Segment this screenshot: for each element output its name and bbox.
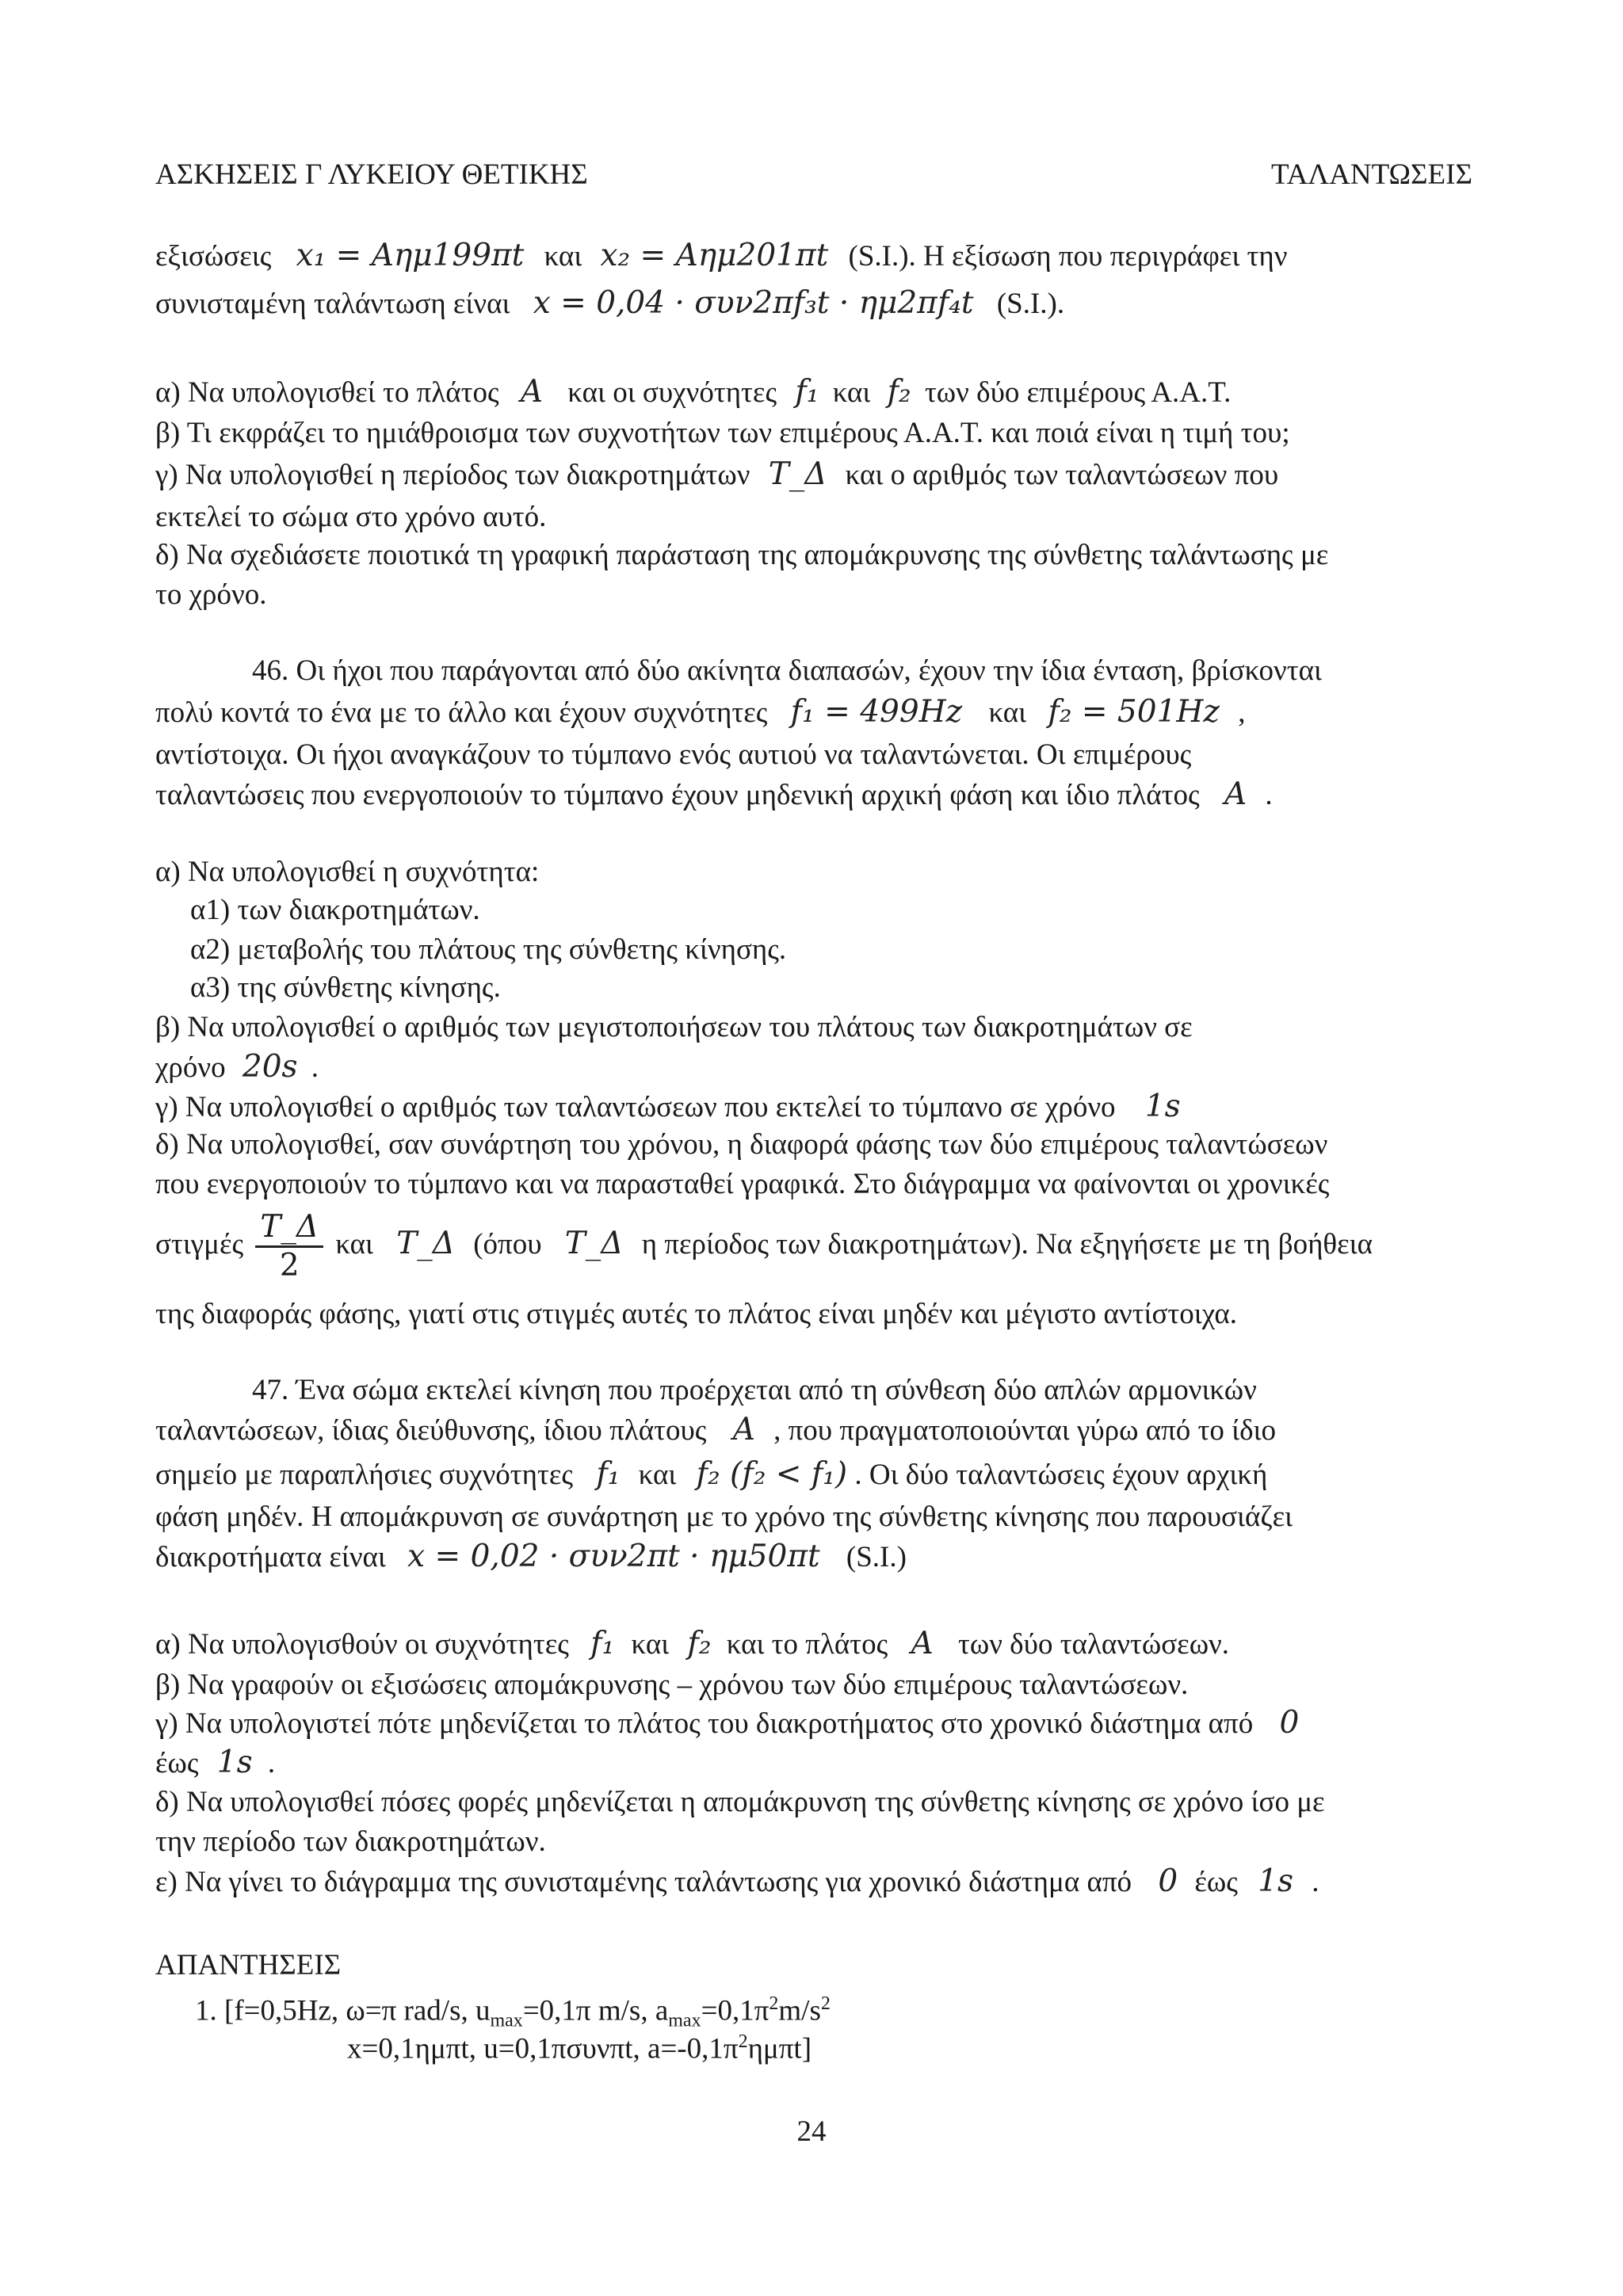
prev-question-c-cont: εκτελεί το σώμα στο χρόνο αυτό. bbox=[155, 501, 547, 533]
prev-question-d-cont: το χρόνο. bbox=[155, 578, 267, 611]
math-x-resultant: x = 0,04 · συν2πf₃t · ημ2πf₄t bbox=[533, 285, 974, 321]
problem-47-question-d: δ) Να υπολογισθεί πόσες φορές μηδενίζεται η απομάκρυνση της σύνθετης κίνησης σε χρόνο ίσο με bbox=[155, 1786, 1325, 1818]
problem-46-question-a1: α1) των διακροτημάτων. bbox=[190, 894, 480, 926]
answer-1-line-2: x=0,1ημπt, u=0,1πσυνπt, $a=-0,1\pi^2\eta\mu\pi t$] bbox=[347, 2031, 812, 2065]
problem-47-line-5: διακροτήματα είναι x = 0,02 · συν2πt · ημ50πt (S.I.) bbox=[155, 1539, 907, 1574]
prev-line-1: εξισώσεις x₁ = Αημ199πt και x₂ = Αημ201πt (S.I.). Η εξίσωση που περιγράφει την bbox=[155, 238, 1288, 273]
problem-46-line-4: ταλαντώσεις που ενεργοποιούν το τύμπανο έχουν μηδενική αρχική φάση και ίδιο πλάτος A . bbox=[155, 776, 1273, 812]
problem-46-question-d-end: της διαφοράς φάσης, γιατί στις στιγμές αυτές το πλάτος είναι μηδέν και μέγιστο αντίστοιχα. bbox=[155, 1298, 1237, 1330]
prev-question-a: α) Να υπολογισθεί το πλάτος A και οι συχνότητες f₁ και f₂ των δύο επιμέρους Α.Α.Τ. bbox=[155, 374, 1232, 410]
answers-title: ΑΠΑΝΤΗΣΕΙΣ bbox=[155, 1949, 342, 1981]
problem-46-line-3: αντίστοιχα. Οι ήχοι αναγκάζουν το τύμπανο ενός αυτιού να ταλαντώνεται. Οι επιμέρους bbox=[155, 738, 1192, 771]
problem-46-question-c: γ) Να υπολογισθεί ο αριθμός των ταλαντώσεων που εκτελεί το τύμπανο σε χρόνο 1s bbox=[155, 1089, 1181, 1124]
problem-46-question-b: β) Να υπολογισθεί ο αριθμός των μεγιστοποιήσεων του πλάτους των διακροτημάτων σε bbox=[155, 1011, 1193, 1043]
prev-question-b: β) Τι εκφράζει το ημιάθροισμα των συχνοτήτων των επιμέρους Α.Α.Τ. και ποιά είναι η τιμή του; bbox=[155, 417, 1290, 449]
header-right: ΤΑΛΑΝΤΩΣΕΙΣ bbox=[1270, 158, 1472, 191]
problem-47-question-c-cont: έως 1s . bbox=[155, 1745, 276, 1780]
problem-47-question-e: ε) Να γίνει το διάγραμμα της συνισταμένης ταλάντωσης για χρονικό διάστημα από 0 έως 1s . bbox=[155, 1863, 1319, 1899]
prev-line-2: συνισταμένη ταλάντωση είναι x = 0,04 · συν2πf₃t · ημ2πf₄t (S.I.). bbox=[155, 285, 1065, 321]
page-header bbox=[155, 155, 1472, 195]
fraction-t-delta-over-2: $\frac{T\_\Delta}{2}$ bbox=[255, 1209, 323, 1284]
problem-46-question-b-cont: χρόνο 20s . bbox=[155, 1049, 319, 1085]
problem-47-line-3: σημείο με παραπλήσιες συχνότητες f₁ και f₂ (f₂ < f₁) . Οι δύο ταλαντώσεις έχουν αρχική bbox=[155, 1456, 1268, 1492]
problem-47-question-b: β) Να γραφούν οι εξισώσεις απομάκρυνσης – χρόνου των δύο επιμέρους ταλαντώσεων. bbox=[155, 1669, 1189, 1701]
problem-46-line-2: πολύ κοντά το ένα με το άλλο και έχουν συχνότητες f₁ = 499Hz και f₂ = 501Hz , bbox=[155, 694, 1246, 730]
problem-46-question-a2: α2) μεταβολής του πλάτους της σύνθετης κίνησης. bbox=[190, 933, 787, 966]
math-x1: x₁ = Αημ199πt bbox=[296, 238, 525, 273]
problem-47-question-d-cont: την περίοδο των διακροτημάτων. bbox=[155, 1825, 546, 1858]
page-number: 24 bbox=[796, 2115, 827, 2148]
math-x2: x₂ = Αημ201πt bbox=[600, 238, 829, 273]
problem-46-question-d-fraction-line: στιγμές $\frac{T\_\Delta}{2}$ και T_Δ (όπου T_Δ η περίοδος των διακροτημάτων). Να εξηγήσετε με τη βοήθεια bbox=[155, 1209, 1373, 1284]
problem-47-line-1: 47. Ένα σώμα εκτελεί κίνηση που προέρχεται από τη σύνθεση δύο απλών αρμονικών bbox=[252, 1374, 1257, 1406]
problem-46-question-d: δ) Να υπολογισθεί, σαν συνάρτηση του χρόνου, η διαφορά φάσης των δύο επιμέρους ταλαντώσεων bbox=[155, 1128, 1328, 1161]
problem-47-question-a: α) Να υπολογισθούν οι συχνότητες f₁ και f₂ και το πλάτος A των δύο ταλαντώσεων. bbox=[155, 1626, 1230, 1661]
problem-47-line-2: ταλαντώσεων, ίδιας διεύθυνσης, ίδιου πλάτους A , που πραγματοποιούνται γύρω από το ίδιο bbox=[155, 1412, 1277, 1447]
problem-47-line-4: φάση μηδέν. Η απομάκρυνση σε συνάρτηση με το χρόνο της σύνθετης κίνησης που παρουσιάζει bbox=[155, 1501, 1293, 1533]
prev-question-d: δ) Να σχεδιάσετε ποιοτικά τη γραφική παράσταση της απομάκρυνσης της σύνθετης ταλάντωσης με bbox=[155, 539, 1329, 571]
answer-1-line-1: 1. [f=0,5Hz, ω=π rad/s, $u_{max}=0,1\pi$ m/s, $a_{max}=0,1\pi^2m/s^2$ bbox=[195, 1993, 831, 2031]
problem-46-line-1: 46. Οι ήχοι που παράγονται από δύο ακίνητα διαπασών, έχουν την ίδια ένταση, βρίσκονται bbox=[252, 654, 1322, 687]
header-left: ΑΣΚΗΣΕΙΣ Γ ΛΥΚΕΙΟΥ ΘΕΤΙΚΗΣ bbox=[155, 158, 588, 191]
problem-46-question-a3: α3) της σύνθετης κίνησης. bbox=[190, 971, 501, 1004]
problem-47-question-c: γ) Να υπολογιστεί πότε μηδενίζεται το πλάτος του διακροτήματος στο χρονικό διάστημα από 0 bbox=[155, 1705, 1300, 1741]
problem-46-question-a: α) Να υπολογισθεί η συχνότητα: bbox=[155, 856, 540, 888]
problem-46-question-d-cont: που ενεργοποιούν το τύμπανο και να παρασταθεί γραφικά. Στο διάγραμμα να φαίνονται οι χρονικές bbox=[155, 1168, 1330, 1200]
prev-question-c: γ) Να υπολογισθεί η περίοδος των διακροτημάτων T_Δ και ο αριθμός των ταλαντώσεων που bbox=[155, 456, 1279, 492]
